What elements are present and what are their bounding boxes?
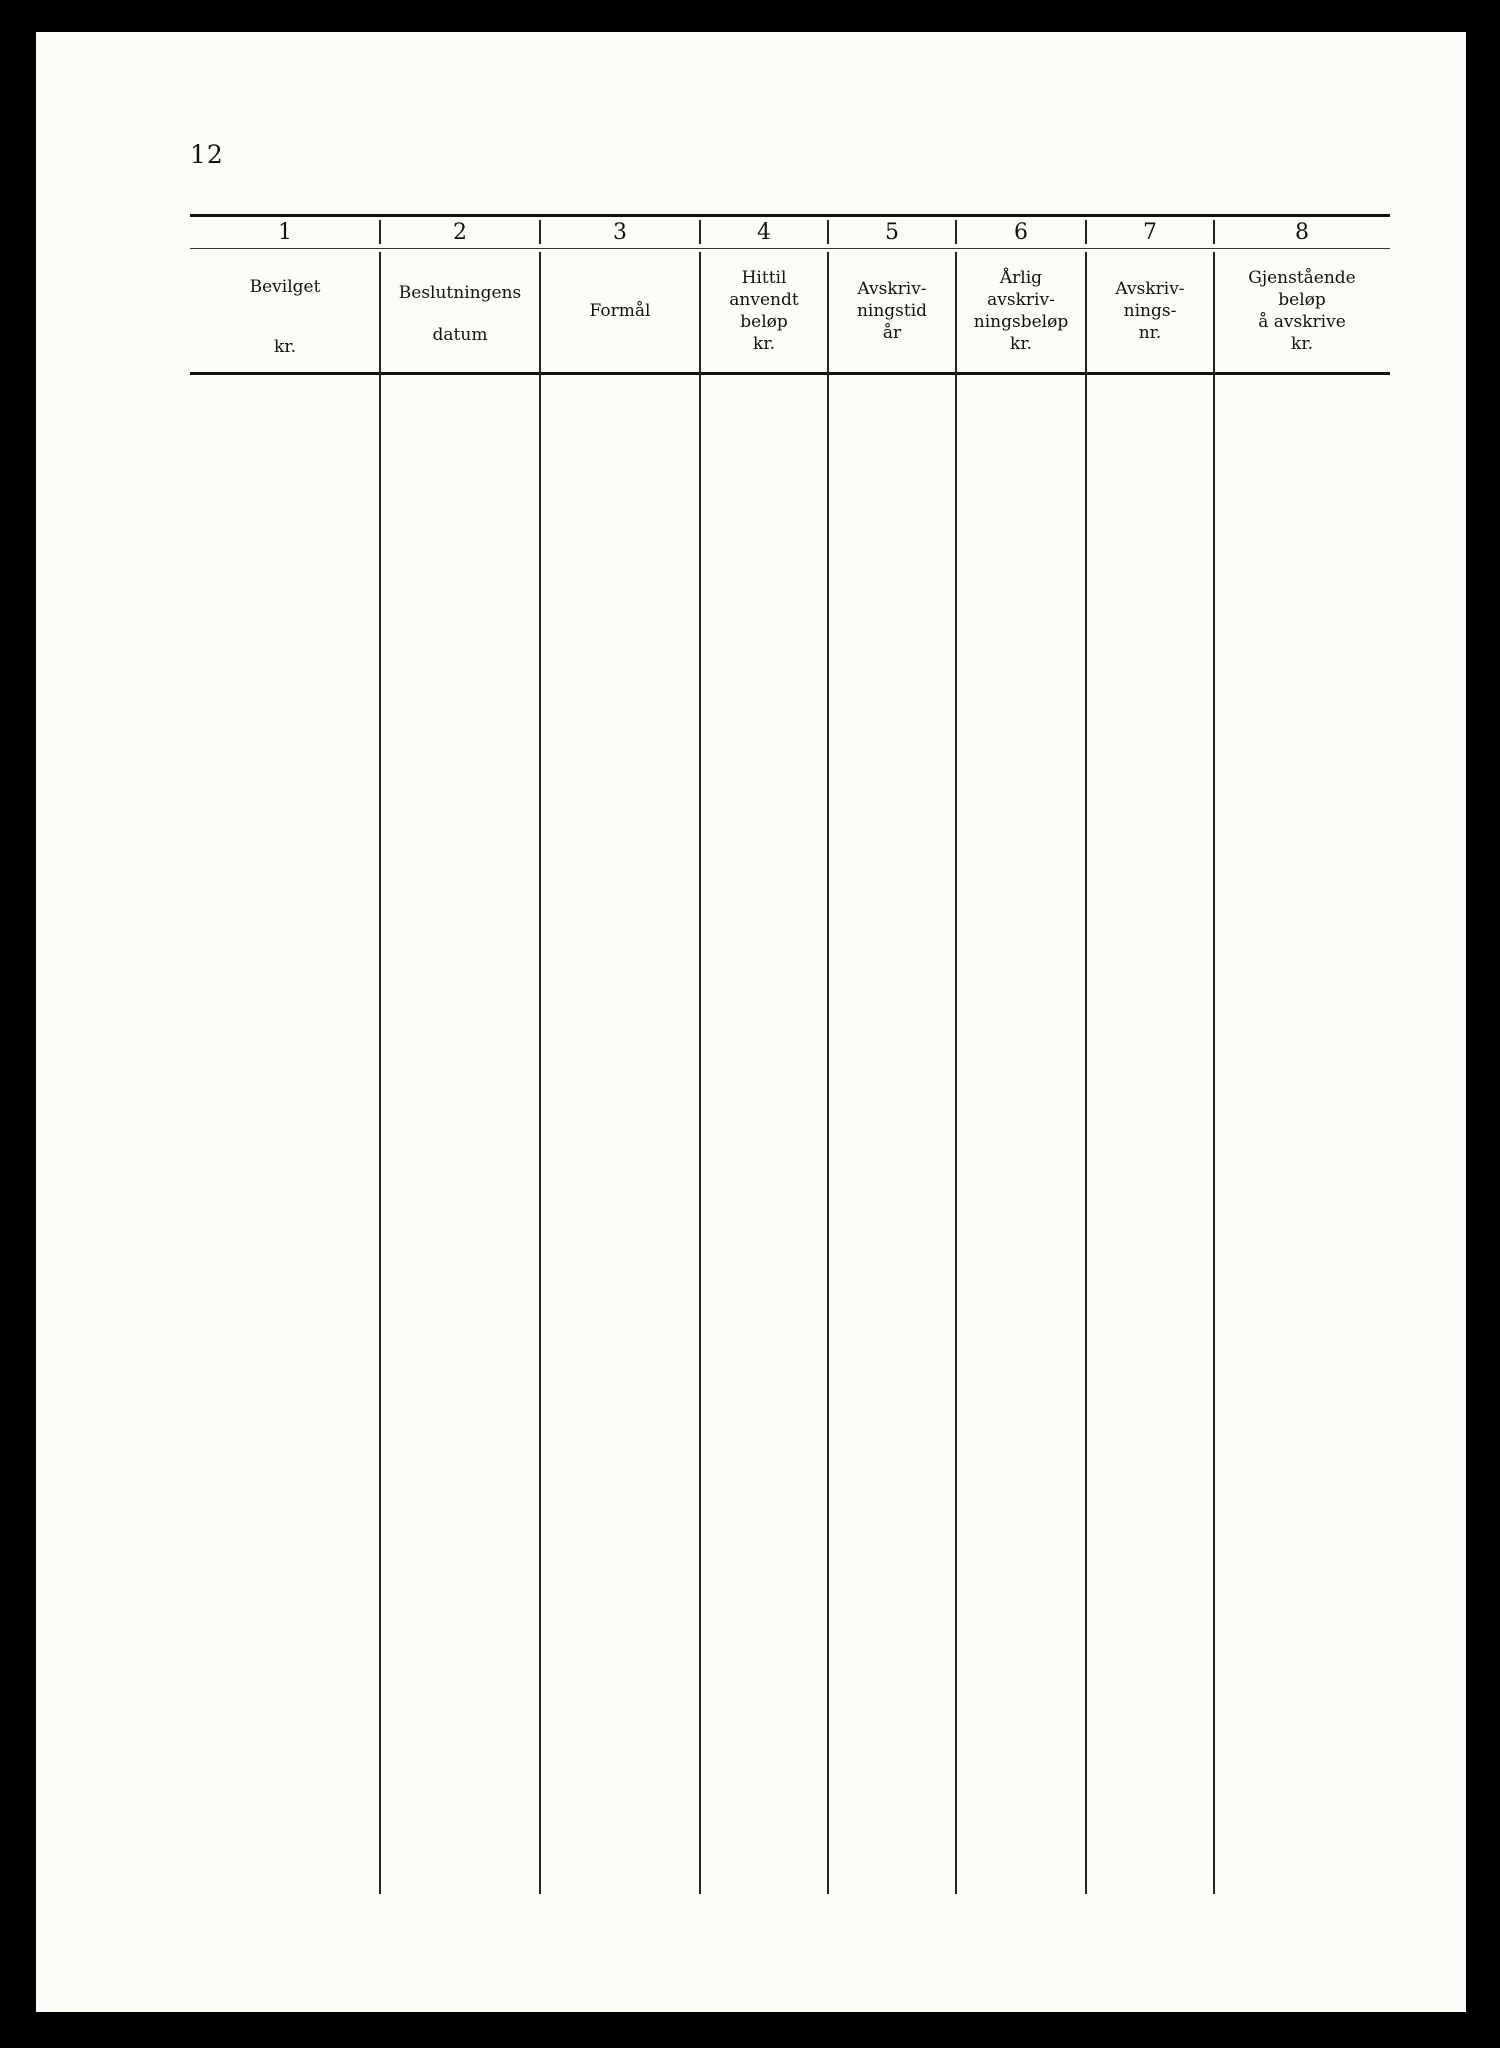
column-heading-gjenstaende <box>1214 250 1390 372</box>
number-row-rule <box>190 248 1390 249</box>
heading-line: Hittil <box>741 268 787 288</box>
heading-line: år <box>882 323 902 343</box>
column-divider <box>827 220 829 244</box>
column-number-8: 8 <box>1295 220 1309 245</box>
heading-line: avskriv- <box>987 290 1055 310</box>
column-heading-bevilget <box>190 250 380 372</box>
column-divider <box>1085 220 1087 244</box>
heading-line: Avskriv- <box>857 279 927 299</box>
column-divider <box>827 252 829 1894</box>
column-divider <box>1085 252 1087 1894</box>
header-bottom-rule <box>190 372 1390 375</box>
column-heading-beslutningens-datum <box>380 250 540 372</box>
column-number-5: 5 <box>885 220 899 245</box>
column-heading-avskrivningsnr <box>1086 250 1214 372</box>
column-number-4: 4 <box>757 220 771 245</box>
column-divider <box>699 220 701 244</box>
heading-line: kr. <box>274 337 296 357</box>
heading-line: kr. <box>1010 334 1032 354</box>
heading-line: Årlig <box>999 268 1043 288</box>
heading-line: Formål <box>589 301 651 321</box>
heading-line: Avskriv- <box>1115 279 1185 299</box>
heading-line: beløp <box>1278 290 1326 310</box>
column-number-3: 3 <box>613 220 627 245</box>
column-divider <box>539 220 541 244</box>
heading-line: å avskrive <box>1258 312 1346 332</box>
heading-line: kr. <box>753 334 775 354</box>
heading-line: datum <box>432 325 488 345</box>
column-divider <box>379 220 381 244</box>
heading-line: anvendt <box>729 290 799 310</box>
column-divider <box>1213 252 1215 1894</box>
column-number-2: 2 <box>453 220 467 245</box>
heading-line: nings- <box>1123 301 1177 321</box>
column-heading-hittil-anvendt <box>700 250 828 372</box>
heading-line: Bevilget <box>249 277 321 297</box>
column-divider <box>699 252 701 1894</box>
column-number-6: 6 <box>1014 220 1028 245</box>
heading-line: kr. <box>1291 334 1313 354</box>
column-divider <box>955 220 957 244</box>
column-divider <box>379 252 381 1894</box>
page-number: 12 <box>190 140 224 169</box>
column-divider <box>539 252 541 1894</box>
document-page <box>36 32 1466 2012</box>
heading-line: nr. <box>1138 323 1162 343</box>
heading-line: ningsbeløp <box>973 312 1069 332</box>
column-number-7: 7 <box>1143 220 1157 245</box>
heading-line: beløp <box>740 312 788 332</box>
column-heading-arlig-avskrivning <box>956 250 1086 372</box>
column-heading-formal <box>540 250 700 372</box>
heading-line: Beslutningens <box>398 283 522 303</box>
ledger-table <box>190 214 1390 1894</box>
column-heading-avskrivningstid <box>828 250 956 372</box>
column-number-1: 1 <box>278 220 292 245</box>
heading-line: ningstid <box>856 301 928 321</box>
heading-line: Gjenstående <box>1248 268 1356 288</box>
column-divider <box>1213 220 1215 244</box>
column-divider <box>955 252 957 1894</box>
